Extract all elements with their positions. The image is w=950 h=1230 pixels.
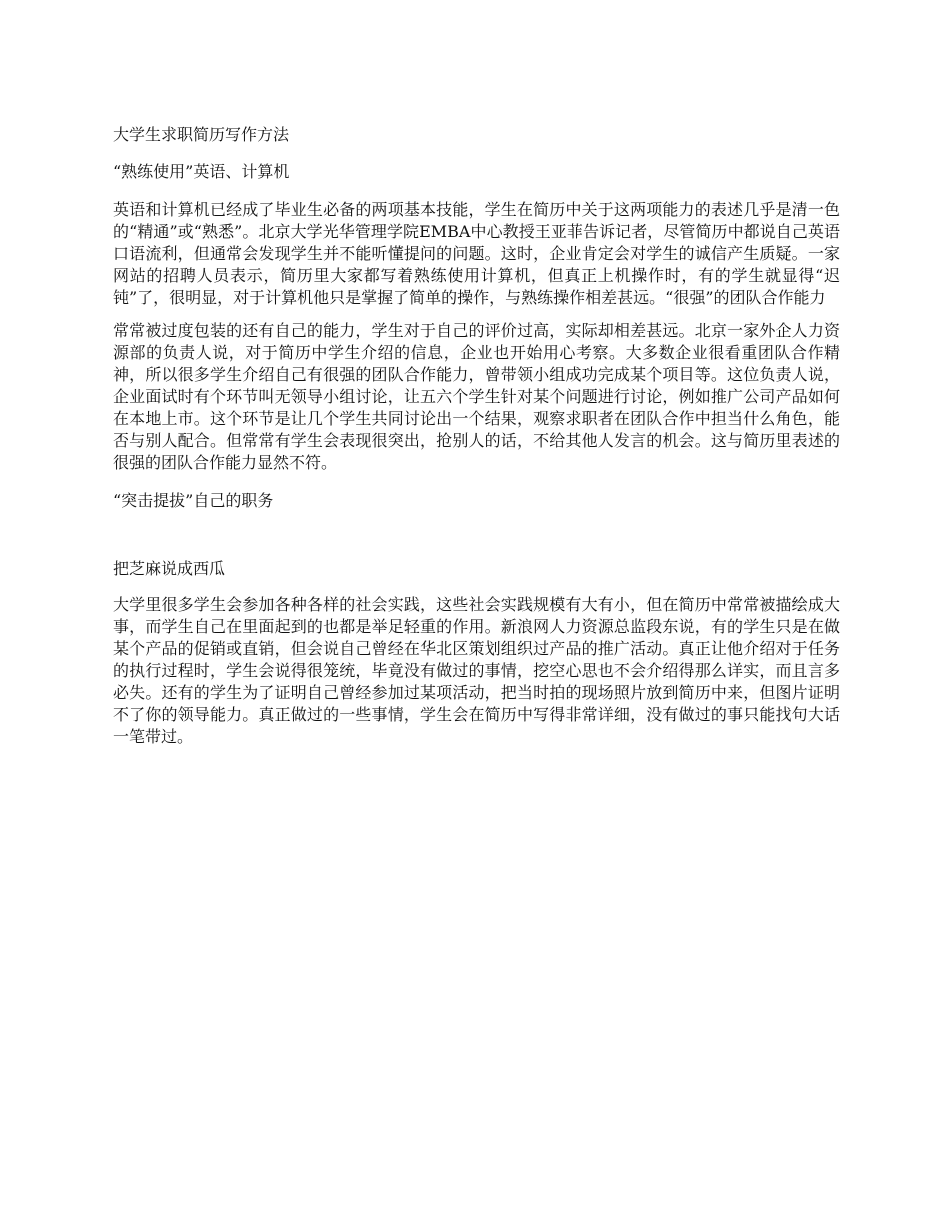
paragraph-english-computer: 英语和计算机已经成了毕业生必备的两项基本技能，学生在简历中关于这两项能力的表述几乎是清一色的“精通”或“熟悉”。北京大学光华管理学院EMBA中心教授王亚菲告诉记者，尽管简历中都说自己英语口语流利，但通常会发现学生并不能听懂提问的问题。这时，企业肯定会对学生的诚信产生质疑。一家网站的招聘人员表示，简历里大家都写着熟练使用计算机，但真正上机操作时，有的学生就显得“迟钝”了，很明显，对于计算机他只是掌握了简单的操作，与熟练操作相差甚远。“很强”的团队合作能力 xyxy=(113,200,840,307)
paragraph-teamwork: 常常被过度包装的还有自己的能力，学生对于自己的评价过高，实际却相差甚远。北京一家外企人力资源部的负责人说，对于简历中学生介绍的信息，企业也开始用心考察。大多数企业很看重团队合作精神，所以很多学生介绍自己有很强的团队合作能力，曾带领小组成功完成某个项目等。这位负责人说，企业面试时有个环节叫无领导小组讨论，让五六个学生针对某个问题进行讨论，例如推广公司产品如何在本地上市。这个环节是让几个学生共同讨论出一个结果，观察求职者在团队合作中担当什么角色，能否与别人配合。但常常有学生会表现很突出，抢别人的话，不给其他人发言的机会。这与简历里表述的很强的团队合作能力显然不符。 xyxy=(113,321,840,472)
document-title: 大学生求职简历写作方法 xyxy=(113,125,290,144)
section-heading-exaggeration: 把芝麻说成西瓜 xyxy=(113,559,226,578)
section-heading-english-computer: “熟练使用”英语、计算机 xyxy=(113,162,290,181)
paragraph-exaggeration: 大学里很多学生会参加各种各样的社会实践，这些社会实践规模有大有小，但在简历中常常被描绘成大事，而学生自己在里面起到的也都是举足轻重的作用。新浪网人力资源总监段东说，有的学生只是在做某个产品的促销或直销，但会说自己曾经在华北区策划组织过产品的推广活动。真正让他介绍对于任务的执行过程时，学生会说得很笼统，毕竟没有做过的事情，挖空心思也不会介绍得那么详实，而且言多必失。还有的学生为了证明自己曾经参加过某项活动，把当时拍的现场照片放到简历中来，但图片证明不了你的领导能力。真正做过的一些事情，学生会在简历中写得非常详细，没有做过的事只能找句大话一笔带过。 xyxy=(113,595,840,746)
section-heading-promotion: “突击提拔”自己的职务 xyxy=(113,491,274,510)
document-page xyxy=(113,124,840,748)
